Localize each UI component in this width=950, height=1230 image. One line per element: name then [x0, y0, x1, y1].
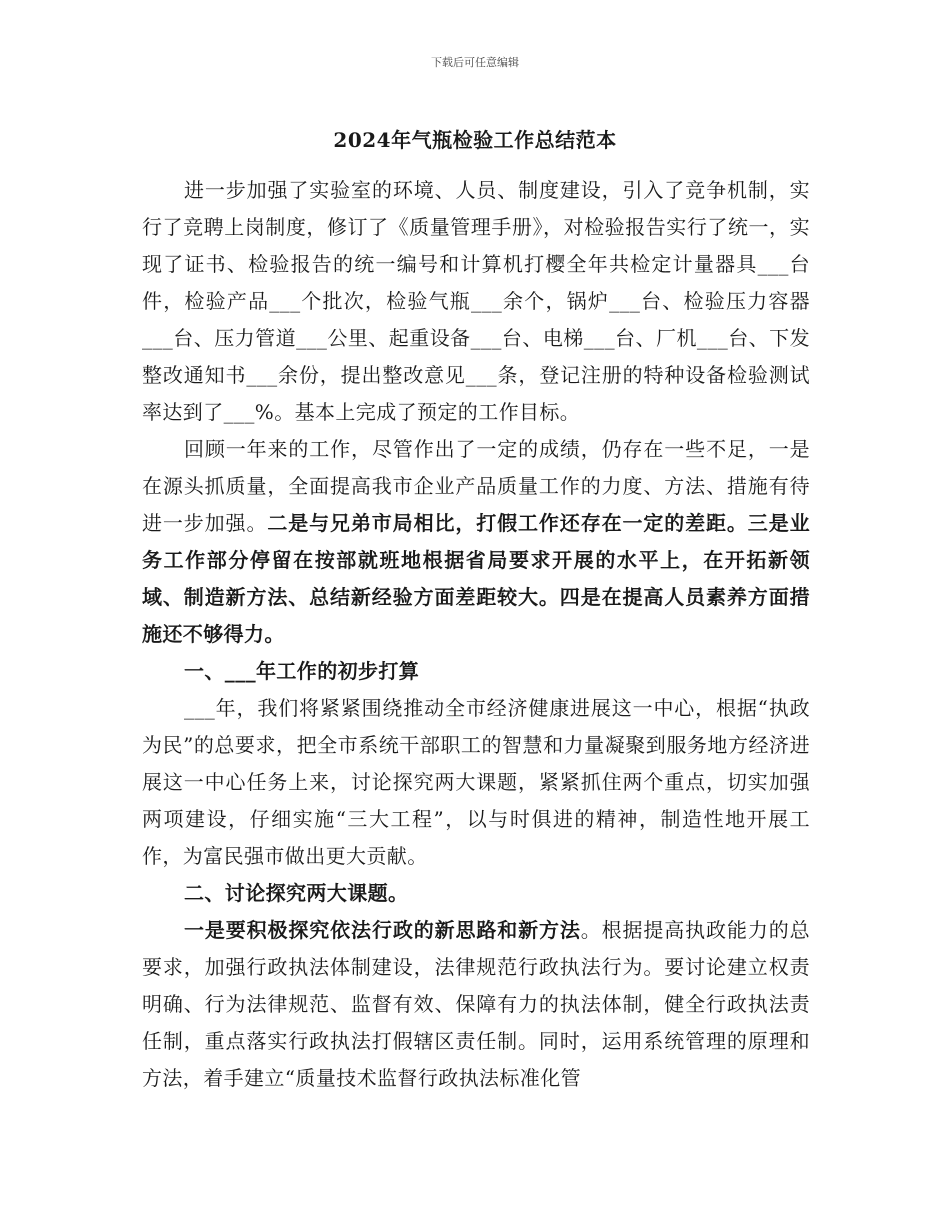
paragraph-2	[142, 431, 810, 653]
paragraph-3: ___年，我们将紧紧围绕推动全市经济健康进展这一中心，根据“执政为民”的总要求，把全市系统干部职工的智慧和力量凝聚到服务地方经济进展这一中心任务上来，讨论探究两大课题，紧紧抓住两个重点，切实加强两项建设，仔细实施“三大工程”，以与时俱进的精神，制造性地开展工作，为富民强市做出更大贡献。	[142, 696, 810, 868]
paragraph-4-normal-text: 。根据提高执政能力的总要求，加强行政执法体制建设，法律规范行政执法行为。要讨论建立权责明确、行为法律规范、监督有效、保障有力的执法体制，健全行政执法责任制，重点落实行政执法打假辖区责任制。同时，运用系统管理的原理和方法，着手建立“质量技术监督行政执法标准化管	[142, 918, 810, 1090]
paragraph-4	[142, 912, 810, 1097]
document-body	[142, 172, 810, 1097]
paragraph-4-bold-text: 一是要积极探究依法行政的新思路和新方法	[184, 918, 581, 942]
document-title: 2024年气瓶检验工作总结范本	[333, 128, 617, 152]
paragraph-2-normal-text: 回顾一年来的工作，尽管作出了一定的成绩，仍存在一些不足，一是在源头抓质量，全面提高我市企业产品质量工作的力度、方法、措施有待进一步加强。	[142, 437, 810, 535]
paragraph-1: 进一步加强了实验室的环境、人员、制度建设，引入了竞争机制，实行了竞聘上岗制度，修订了《质量管理手册》，对检验报告实行了统一，实现了证书、检验报告的统一编号和计算机打樱全年共检定计量器具___台件，检验产品___个批次，检验气瓶___余个，锅炉___台、检验压力容器___台、压力管道___公里、起重设备___台、电梯___台、厂机___台、下发整改通知书___余份，提出整改意见___条，登记注册的特种设备检验测试率达到了___%。基本上完成了预定的工作目标。	[142, 178, 810, 424]
section-heading-1: 一、___年工作的初步打算	[184, 659, 420, 683]
section-heading-2: 二、讨论探究两大课题。	[184, 881, 409, 905]
page-header-note: 下载后可任意编辑	[431, 56, 519, 69]
paragraph-2-bold-text: 二是与兄弟市局相比，打假工作还存在一定的差距。三是业务工作部分停留在按部就班地根据省局要求开展的水平上，在开拓新领域、制造新方法、总结新经验方面差距较大。四是在提高人员素养方面措施还不够得力。	[142, 511, 810, 646]
